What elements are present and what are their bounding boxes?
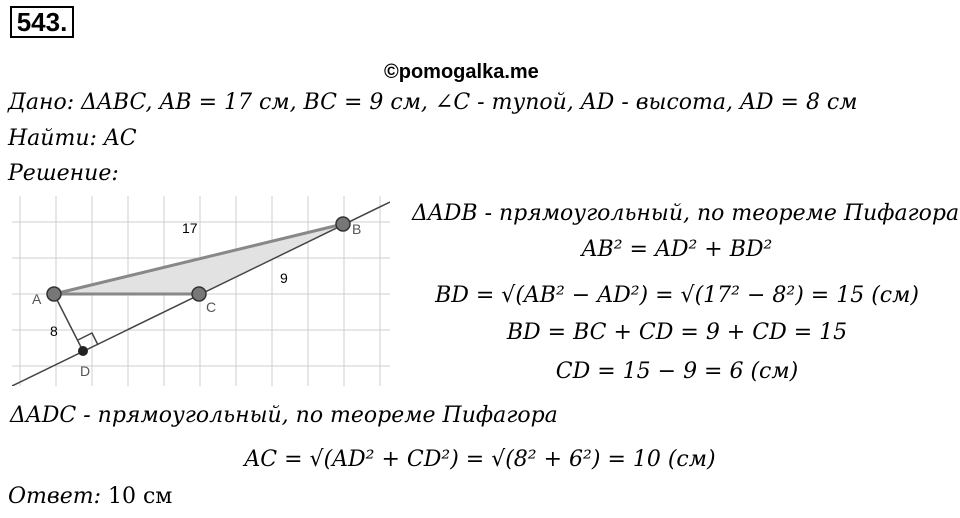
label-bc-length: 9 — [280, 270, 288, 286]
point-a — [47, 287, 61, 301]
find-label: Найти — [8, 126, 90, 151]
step-right-2: AB² = AD² + BD² — [581, 237, 773, 262]
watermark: ©pomogalka.me — [384, 61, 539, 83]
step-right-5: CD = 15 − 9 = 6 (см) — [555, 359, 799, 384]
problem-number: 543. — [10, 6, 74, 38]
point-c — [192, 287, 206, 301]
given-label: Дано — [8, 90, 67, 115]
step-right-3: BD = √(AB² − AD²) = √(17² − 8²) = 15 (см) — [435, 283, 919, 308]
label-d: D — [80, 363, 91, 379]
given-line — [8, 89, 858, 117]
point-b — [336, 217, 350, 231]
solution-label: Решение: — [8, 161, 119, 186]
point-d — [78, 346, 88, 356]
step-right-4: BD = BC + CD = 9 + CD = 15 — [506, 320, 848, 345]
step-bottom-1: ΔADC - прямоугольный, по теореме Пифагора — [10, 403, 558, 428]
find-text: : AC — [89, 126, 137, 151]
answer-label: Ответ: — [8, 484, 101, 509]
right-angle-mark — [78, 333, 98, 345]
altitude-ad — [54, 294, 83, 351]
answer-value: 10 см — [108, 484, 173, 509]
answer-line — [8, 483, 172, 511]
label-c: C — [206, 299, 217, 315]
step-right-1: ΔADB - прямоугольный, по теореме Пифагора — [412, 201, 960, 226]
triangle-figure — [12, 196, 390, 386]
given-text: : ΔABC, AB = 17 см, BC = 9 см, ∠C - тупой, AD - высота, AD = 8 см — [66, 90, 858, 115]
label-ad-length: 8 — [50, 323, 58, 339]
label-b: B — [352, 221, 362, 237]
label-a: A — [32, 291, 42, 307]
label-ab-length: 17 — [182, 220, 198, 236]
find-line — [8, 125, 137, 153]
step-bottom-2: AC = √(AD² + CD²) = √(8² + 6²) = 10 (см) — [244, 447, 716, 472]
